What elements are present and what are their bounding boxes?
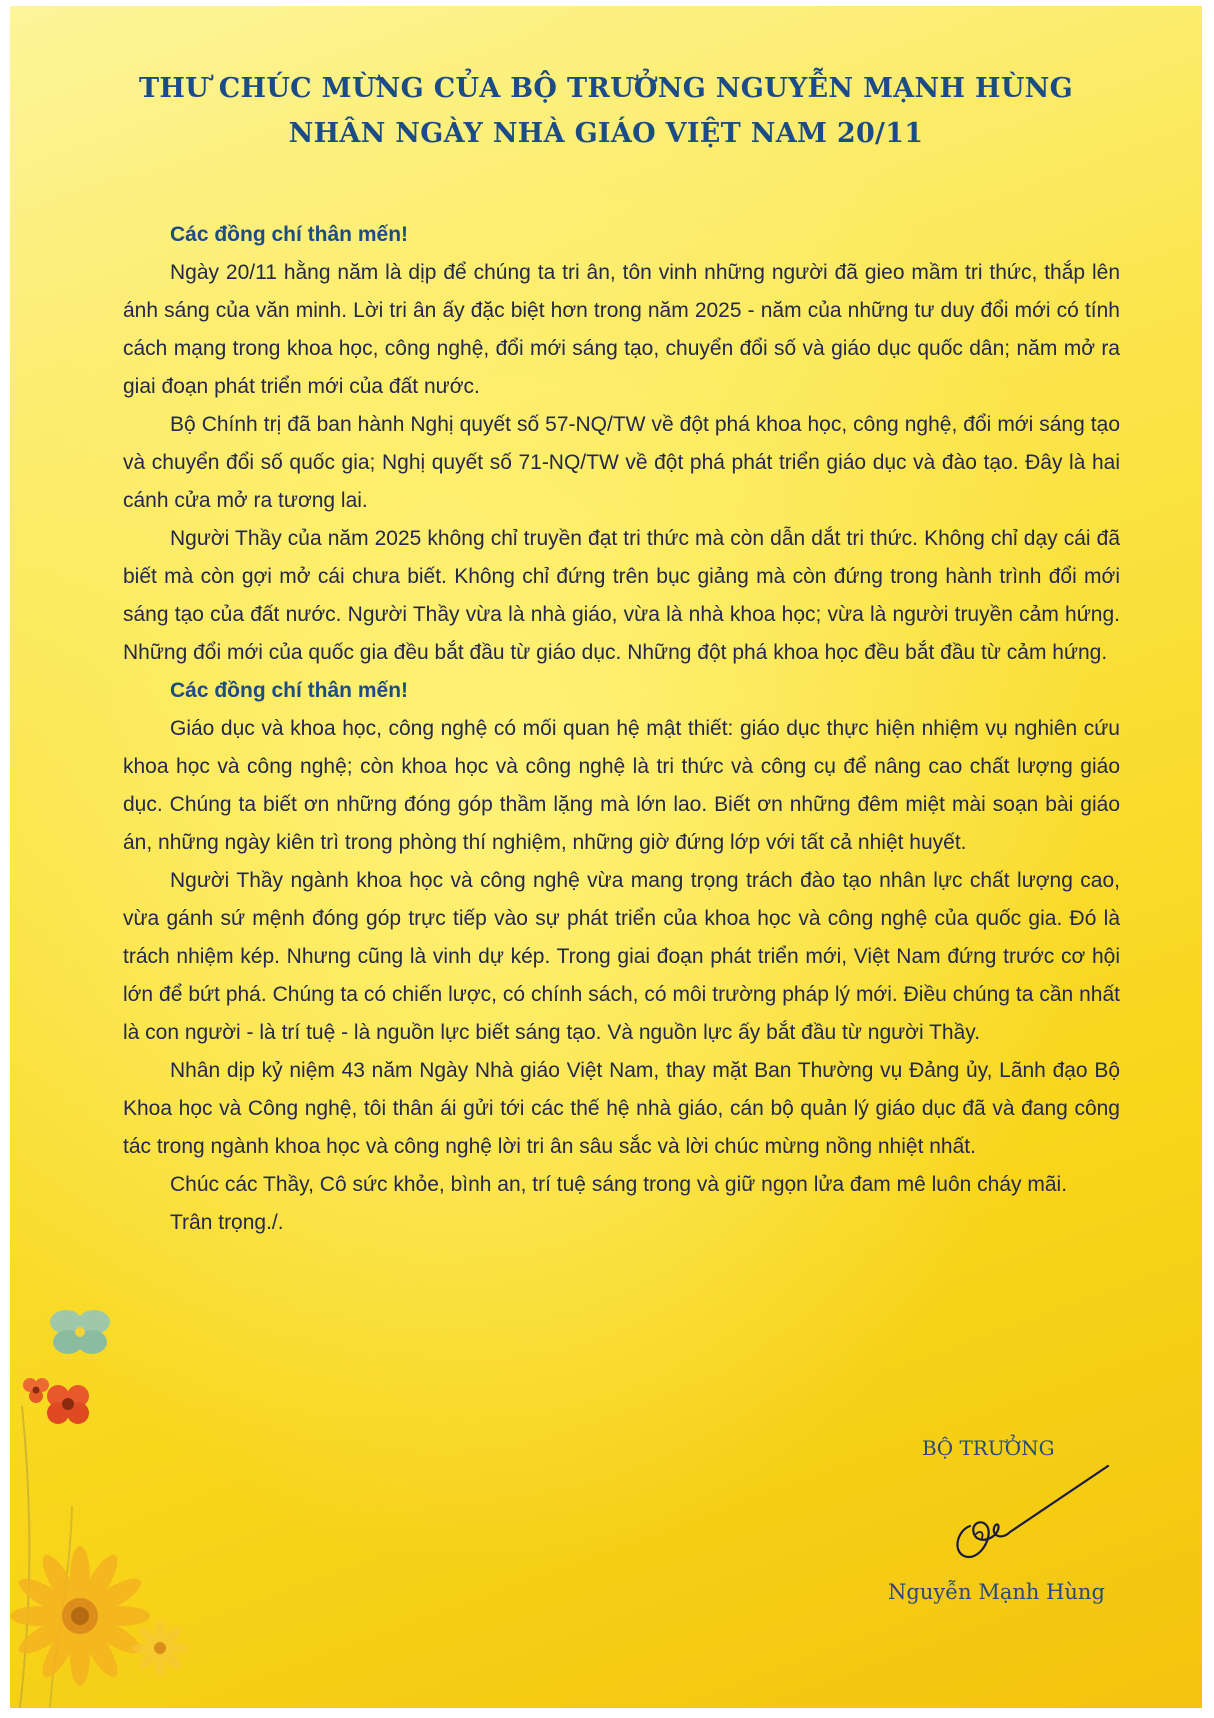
title-line-2: NHÂN NGÀY NHÀ GIÁO VIỆT NAM 20/11 (288, 118, 924, 149)
paragraph-6: Nhân dịp kỷ niệm 43 năm Ngày Nhà giáo Việt Nam, thay mặt Ban Thường vụ Đảng ủy, Lãnh đạo Bộ Khoa học và Công nghệ, tôi thân ái gửi tới các thế hệ nhà giáo, cán bộ quản lý giáo dục đã và đang công tác trong ngành khoa học và công nghệ lời tri ân sâu sắc và lời chúc mừng nồng nhiệt nhất. (123, 1059, 1120, 1158)
title-line-1: THƯ CHÚC MỪNG CỦA BỘ TRƯỞNG NGUYỄN MẠNH HÙNG (138, 73, 1074, 104)
flowers-decoration-icon (10, 1286, 190, 1708)
signatory-name: Nguyễn Mạnh Hùng (888, 1580, 1105, 1604)
paragraph-5: Người Thầy ngành khoa học và công nghệ vừa mang trọng trách đào tạo nhân lực chất lượng cao, vừa gánh sứ mệnh đóng góp trực tiếp vào sự phát triển của khoa học và công nghệ của quốc gia. Đó là trách nhiệm kép. Nhưng cũng là vinh dự kép. Trong giai đoạn phát triển mới, Việt Nam đứng trước cơ hội lớn để bứt phá. Chúng ta có chiến lược, có chính sách, có môi trường pháp lý mới. Điều chúng ta cần nhất là con người - là trí tuệ - là nguồn lực biết sáng tạo. Và nguồn lực ấy bắt đầu từ người Thầy. (123, 869, 1120, 1044)
salutation-2: Các đồng chí thân mến! (170, 679, 409, 702)
paragraph-4: Giáo dục và khoa học, công nghệ có mối quan hệ mật thiết: giáo dục thực hiện nhiệm vụ nghiên cứu khoa học và công nghệ; còn khoa học và công nghệ là tri thức và công cụ để nâng cao chất lượng giáo dục. Chúng ta biết ơn những đóng góp thầm lặng mà lớn lao. Biết ơn những đêm miệt mài soạn bài giáo án, những ngày kiên trì trong phòng thí nghiệm, những giờ đứng lớp với tất cả nhiệt huyết. (123, 717, 1120, 854)
paragraph-1: Ngày 20/11 hằng năm là dịp để chúng ta tri ân, tôn vinh những người đã gieo mầm tri thức, thắp lên ánh sáng của văn minh. Lời tri ân ấy đặc biệt hơn trong năm 2025 - năm của những tư duy đổi mới có tính cách mạng trong khoa học, công nghệ, đổi mới sáng tạo, chuyển đổi số và giáo dục quốc dân; năm mở ra giai đoạn phát triển mới của đất nước. (123, 261, 1120, 398)
handwritten-signature-icon (940, 1460, 1110, 1570)
letter-title (10, 66, 1202, 156)
signatory-position: BỘ TRƯỞNG (922, 1436, 1055, 1460)
paragraph-7: Chúc các Thầy, Cô sức khỏe, bình an, trí tuệ sáng trong và giữ ngọn lửa đam mê luôn cháy mãi. (170, 1173, 1068, 1196)
letter-page (10, 6, 1202, 1708)
letter-body (123, 216, 1120, 1242)
closing: Trân trọng./. (170, 1211, 284, 1234)
paragraph-3: Người Thầy của năm 2025 không chỉ truyền đạt tri thức mà còn dẫn dắt tri thức. Không chỉ dạy cái đã biết mà còn gợi mở cái chưa biết. Không chỉ đứng trên bục giảng mà còn đứng trong hành trình đổi mới sáng tạo của đất nước. Người Thầy vừa là nhà giáo, vừa là nhà khoa học; vừa là người truyền cảm hứng. Những đổi mới của quốc gia đều bắt đầu từ giáo dục. Những đột phá khoa học đều bắt đầu từ cảm hứng. (123, 527, 1120, 664)
salutation-1: Các đồng chí thân mến! (170, 223, 409, 246)
paragraph-2: Bộ Chính trị đã ban hành Nghị quyết số 57-NQ/TW về đột phá khoa học, công nghệ, đổi mới sáng tạo và chuyển đổi số quốc gia; Nghị quyết số 71-NQ/TW về đột phá phát triển giáo dục và đào tạo. Đây là hai cánh cửa mở ra tương lai. (123, 413, 1120, 512)
